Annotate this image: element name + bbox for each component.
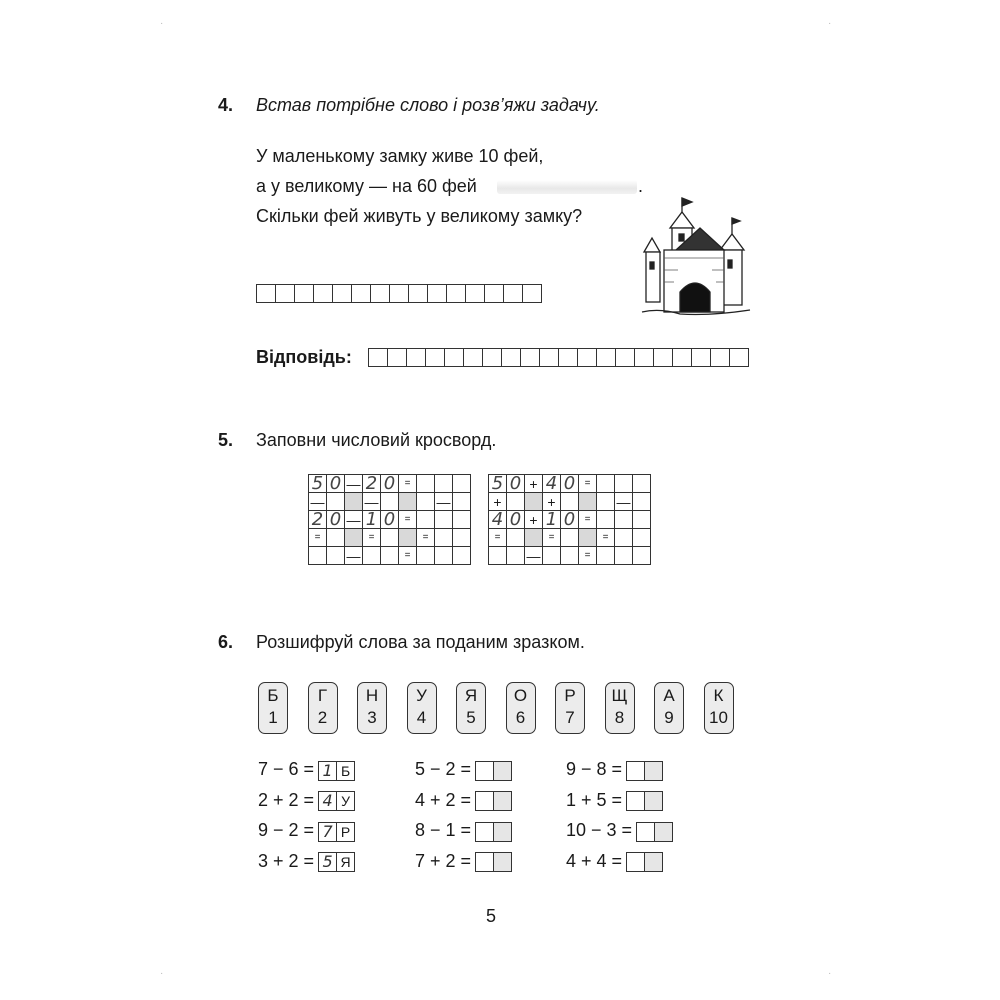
crossword-row bbox=[309, 511, 471, 529]
problem-period: . bbox=[638, 176, 644, 196]
crossword-cell[interactable] bbox=[399, 493, 417, 511]
crossword-cell[interactable]: 1 bbox=[543, 511, 561, 529]
grid-cell[interactable] bbox=[425, 348, 445, 367]
equation bbox=[566, 851, 663, 873]
grid-cell[interactable] bbox=[634, 348, 654, 367]
crossword-cell[interactable]: — bbox=[346, 547, 361, 564]
crossword-cell[interactable]: = bbox=[399, 547, 417, 565]
answer-number-box[interactable] bbox=[626, 791, 645, 811]
grid-cell[interactable] bbox=[389, 284, 409, 303]
grid-cell[interactable] bbox=[484, 284, 504, 303]
grid-cell[interactable] bbox=[691, 348, 711, 367]
equation-expression: 4 + 2 = bbox=[415, 789, 472, 810]
answer-number-box[interactable] bbox=[475, 822, 494, 842]
answer-letter-box[interactable]: Б bbox=[337, 761, 355, 781]
grid-cell[interactable] bbox=[710, 348, 730, 367]
answer-number-box[interactable]: 5 bbox=[318, 852, 337, 872]
crossword-cell[interactable] bbox=[363, 547, 381, 565]
crossword-cell[interactable] bbox=[327, 529, 345, 547]
crossword-cell[interactable] bbox=[525, 493, 543, 511]
grid-cell[interactable] bbox=[653, 348, 673, 367]
grid-cell[interactable] bbox=[539, 348, 559, 367]
crossword-cell[interactable]: = bbox=[363, 529, 381, 547]
task-number: 5. bbox=[218, 430, 234, 450]
key-number: 5 bbox=[466, 708, 476, 727]
key-letter: Щ bbox=[611, 686, 628, 705]
answer-number-box[interactable]: 7 bbox=[318, 822, 337, 842]
crossword-left[interactable] bbox=[308, 474, 471, 565]
crossword-row bbox=[309, 475, 471, 493]
equation bbox=[258, 790, 355, 812]
crossword-cell[interactable] bbox=[435, 475, 453, 493]
equation bbox=[415, 851, 512, 873]
cipher-key-card bbox=[357, 682, 387, 734]
crossword-cell[interactable]: + bbox=[543, 493, 561, 511]
key-number: 1 bbox=[268, 708, 278, 727]
answer-letter-box[interactable] bbox=[494, 822, 512, 842]
grid-cell[interactable] bbox=[406, 348, 426, 367]
crossword-cell[interactable]: 0 bbox=[327, 475, 345, 493]
crossword-cell[interactable] bbox=[597, 475, 615, 493]
crossword-row bbox=[489, 511, 651, 529]
problem-line: У маленькому замку живе 10 фей, bbox=[256, 146, 544, 166]
crossword-cell[interactable] bbox=[327, 493, 345, 511]
crossword-cell[interactable] bbox=[435, 529, 453, 547]
grid-cell[interactable] bbox=[332, 284, 352, 303]
key-letter: Б bbox=[267, 686, 279, 705]
grid-cell[interactable] bbox=[522, 284, 542, 303]
answer-letter-box[interactable] bbox=[645, 761, 663, 781]
grid-cell[interactable] bbox=[577, 348, 597, 367]
crossword-cell[interactable]: 1 bbox=[363, 511, 381, 529]
key-number: 8 bbox=[614, 708, 625, 727]
crossword-cell[interactable] bbox=[345, 529, 363, 547]
word-blank-field[interactable] bbox=[497, 180, 637, 194]
grid-cell[interactable] bbox=[615, 348, 635, 367]
crossword-cell[interactable]: + bbox=[489, 493, 507, 511]
grid-cell[interactable] bbox=[275, 284, 295, 303]
crossword-cell[interactable] bbox=[579, 493, 597, 511]
equation bbox=[258, 759, 355, 781]
crossword-cell[interactable]: 4 bbox=[543, 475, 561, 493]
crossword-cell[interactable]: — bbox=[310, 493, 325, 510]
answer-letter-box[interactable]: У bbox=[337, 791, 355, 811]
grid-cell[interactable] bbox=[351, 284, 371, 303]
crossword-cell[interactable] bbox=[561, 547, 579, 565]
crossword-cell[interactable] bbox=[579, 529, 597, 547]
answer-letter-box[interactable]: Я bbox=[337, 852, 355, 872]
answer-letter-box[interactable] bbox=[645, 791, 663, 811]
answer-number-box[interactable] bbox=[626, 852, 645, 872]
crossword-cell[interactable] bbox=[633, 511, 651, 529]
equation-expression: 9 − 2 = bbox=[258, 820, 315, 840]
crossword-row bbox=[489, 493, 651, 511]
crossword-cell[interactable]: = bbox=[543, 529, 561, 547]
answer-letter-box[interactable] bbox=[494, 761, 512, 781]
crossword-cell[interactable]: = bbox=[399, 511, 417, 529]
crossword-cell[interactable] bbox=[633, 547, 651, 565]
cipher-key-card bbox=[605, 682, 635, 734]
cipher-key-card bbox=[506, 682, 536, 734]
cipher-key-card bbox=[704, 682, 734, 734]
grid-cell[interactable] bbox=[368, 348, 388, 367]
grid-cell[interactable] bbox=[313, 284, 333, 303]
grid-cell[interactable] bbox=[370, 284, 390, 303]
equation-expression: 2 + 2 = bbox=[258, 789, 315, 810]
answer-boxes[interactable] bbox=[626, 760, 663, 781]
answer-label: Відповідь: bbox=[256, 347, 352, 367]
crossword-row bbox=[309, 493, 471, 511]
key-number: 4 bbox=[416, 708, 427, 727]
crossword-cell[interactable] bbox=[435, 547, 453, 565]
crossword-cell[interactable]: 0 bbox=[561, 511, 579, 529]
crossword-cell[interactable]: 0 bbox=[327, 511, 345, 529]
cipher-key-card bbox=[258, 682, 288, 734]
crossword-cell[interactable]: — bbox=[526, 547, 541, 564]
crossword-cell[interactable] bbox=[453, 511, 471, 529]
crossword-cell[interactable] bbox=[399, 529, 417, 547]
cipher-key-card bbox=[654, 682, 684, 734]
equation-expression: 9 − 8 = bbox=[566, 759, 623, 779]
cipher-key-card bbox=[407, 682, 437, 734]
crossword-cell[interactable]: = bbox=[579, 511, 597, 529]
crossword-cell[interactable] bbox=[597, 547, 615, 565]
problem-line: Скільки фей живуть у великому замку? bbox=[256, 206, 583, 226]
crossword-cell[interactable]: = bbox=[489, 529, 507, 547]
crossword-cell[interactable] bbox=[417, 475, 435, 493]
grid-cell[interactable] bbox=[558, 348, 578, 367]
answer-boxes[interactable] bbox=[318, 760, 355, 781]
task-instruction: Заповни числовий кросворд. bbox=[256, 430, 497, 450]
crossword-cell[interactable] bbox=[435, 511, 453, 529]
crossword-cell[interactable] bbox=[561, 493, 579, 511]
crossword-row bbox=[489, 547, 651, 565]
crossword-cell[interactable] bbox=[507, 547, 525, 565]
equation bbox=[415, 759, 512, 781]
crossword-cell[interactable]: — bbox=[616, 493, 631, 510]
equation-expression: 4 + 4 = bbox=[566, 850, 623, 871]
crossword-cell[interactable]: 0 bbox=[381, 475, 399, 493]
crossword-cell[interactable] bbox=[561, 529, 579, 547]
page-number: 5 bbox=[486, 906, 497, 926]
key-letter: Г bbox=[317, 686, 328, 705]
equation bbox=[258, 851, 355, 873]
crossword-cell[interactable]: = bbox=[417, 529, 435, 547]
equation-expression: 8 − 1 = bbox=[415, 820, 472, 840]
grid-cell[interactable] bbox=[501, 348, 521, 367]
key-letter: А bbox=[663, 686, 675, 705]
grid-cell[interactable] bbox=[446, 284, 466, 303]
answer-boxes[interactable] bbox=[318, 851, 355, 872]
answer-number-box[interactable] bbox=[636, 822, 655, 842]
answer-letter-box[interactable] bbox=[494, 852, 512, 872]
grid-cell[interactable] bbox=[596, 348, 616, 367]
equation bbox=[415, 820, 512, 842]
crossword-cell[interactable]: — bbox=[346, 511, 361, 528]
key-letter: У bbox=[416, 686, 427, 705]
answer-boxes[interactable] bbox=[475, 790, 512, 811]
crossword-cell[interactable] bbox=[417, 547, 435, 565]
crossword-cell[interactable]: 4 bbox=[489, 511, 507, 529]
grid-cell[interactable] bbox=[444, 348, 464, 367]
crossword-cell[interactable] bbox=[633, 475, 651, 493]
crossword-right[interactable] bbox=[488, 474, 651, 565]
equation-expression: 7 − 6 = bbox=[258, 759, 315, 779]
equation-expression: 5 − 2 = bbox=[415, 759, 472, 779]
key-number: 6 bbox=[515, 708, 526, 727]
answer-grid[interactable] bbox=[368, 348, 749, 367]
key-number: 7 bbox=[565, 708, 575, 727]
crossword-cell[interactable] bbox=[381, 529, 399, 547]
crossword-cell[interactable]: = bbox=[597, 529, 615, 547]
crossword-row bbox=[489, 529, 651, 547]
equation bbox=[566, 790, 663, 812]
problem-line bbox=[256, 171, 477, 201]
task-number: 4. bbox=[218, 95, 234, 115]
crossword-cell[interactable] bbox=[615, 475, 633, 493]
crossword-cell[interactable] bbox=[543, 547, 561, 565]
corner-mark: · bbox=[160, 968, 164, 979]
grid-cell[interactable] bbox=[503, 284, 523, 303]
key-letter: Я bbox=[464, 686, 478, 705]
crossword-cell[interactable]: 5 bbox=[309, 475, 327, 493]
grid-cell[interactable] bbox=[256, 284, 276, 303]
answer-letter-box[interactable] bbox=[494, 791, 512, 811]
crossword-cell[interactable]: = bbox=[579, 475, 597, 493]
crossword-cell[interactable]: 2 bbox=[309, 511, 327, 529]
crossword-cell[interactable] bbox=[381, 493, 399, 511]
crossword-cell[interactable] bbox=[525, 529, 543, 547]
crossword-cell[interactable] bbox=[327, 547, 345, 565]
crossword-row bbox=[309, 547, 471, 565]
answer-boxes[interactable] bbox=[475, 821, 512, 842]
solution-grid[interactable] bbox=[256, 284, 542, 303]
key-number: 2 bbox=[317, 708, 328, 727]
crossword-cell[interactable] bbox=[489, 547, 507, 565]
key-letter: Р bbox=[564, 686, 576, 705]
grid-cell[interactable] bbox=[520, 348, 540, 367]
crossword-cell[interactable] bbox=[633, 529, 651, 547]
crossword-row bbox=[309, 529, 471, 547]
crossword-cell[interactable] bbox=[597, 511, 615, 529]
grid-cell[interactable] bbox=[482, 348, 502, 367]
answer-number-box[interactable] bbox=[475, 852, 494, 872]
answer-boxes[interactable] bbox=[626, 790, 663, 811]
grid-cell[interactable] bbox=[294, 284, 314, 303]
equation-expression: 7 + 2 = bbox=[415, 850, 472, 871]
answer-boxes[interactable] bbox=[626, 851, 663, 872]
crossword-cell[interactable] bbox=[345, 493, 363, 511]
answer-number-box[interactable] bbox=[626, 761, 645, 781]
task-instruction: Встав потрібне слово і розв’яжи задачу. bbox=[256, 95, 600, 115]
answer-number-box[interactable] bbox=[475, 761, 494, 781]
crossword-cell[interactable] bbox=[453, 475, 471, 493]
cipher-key-card bbox=[456, 682, 486, 734]
crossword-cell[interactable]: 0 bbox=[381, 511, 399, 529]
crossword-cell[interactable] bbox=[381, 547, 399, 565]
equation-expression: 10 − 3 = bbox=[566, 820, 633, 840]
cipher-key-card bbox=[308, 682, 338, 734]
cipher-key-card bbox=[555, 682, 585, 734]
crossword-cell[interactable] bbox=[453, 493, 471, 511]
grid-cell[interactable] bbox=[672, 348, 692, 367]
key-letter: О bbox=[513, 686, 528, 705]
crossword-cell[interactable]: = bbox=[579, 547, 597, 565]
crossword-cell[interactable]: 5 bbox=[489, 475, 507, 493]
corner-mark: · bbox=[160, 18, 164, 29]
crossword-cell[interactable]: 0 bbox=[561, 475, 579, 493]
crossword-cell[interactable]: 0 bbox=[507, 475, 525, 493]
key-letter: К bbox=[713, 686, 724, 705]
castle-illustration bbox=[640, 190, 752, 322]
key-number: 9 bbox=[664, 708, 674, 727]
problem-text: а у великому — на 60 фей bbox=[256, 176, 477, 196]
answer-boxes[interactable] bbox=[475, 851, 512, 872]
key-number: 10 bbox=[709, 708, 728, 727]
corner-mark: · bbox=[828, 968, 832, 979]
answer-letter-box[interactable]: Р bbox=[337, 822, 355, 842]
crossword-cell[interactable] bbox=[597, 493, 615, 511]
key-letter: Н bbox=[365, 686, 379, 705]
crossword-row bbox=[489, 475, 651, 493]
answer-boxes[interactable] bbox=[318, 790, 355, 811]
answer-boxes[interactable] bbox=[636, 821, 673, 842]
crossword-cell[interactable]: — bbox=[364, 493, 379, 510]
answer-boxes[interactable] bbox=[318, 821, 355, 842]
grid-cell[interactable] bbox=[408, 284, 428, 303]
corner-mark: · bbox=[828, 18, 832, 29]
crossword-cell[interactable]: — bbox=[346, 475, 361, 492]
crossword-cell[interactable] bbox=[417, 493, 435, 511]
grid-cell[interactable] bbox=[465, 284, 485, 303]
crossword-cell[interactable] bbox=[453, 529, 471, 547]
crossword-cell[interactable] bbox=[417, 511, 435, 529]
grid-cell[interactable] bbox=[427, 284, 447, 303]
crossword-cell[interactable]: 2 bbox=[363, 475, 381, 493]
grid-cell[interactable] bbox=[387, 348, 407, 367]
crossword-cell[interactable] bbox=[453, 547, 471, 565]
answer-boxes[interactable] bbox=[475, 760, 512, 781]
answer-letter-box[interactable] bbox=[645, 852, 663, 872]
crossword-cell[interactable] bbox=[507, 493, 525, 511]
crossword-cell[interactable]: = bbox=[309, 529, 327, 547]
crossword-cell[interactable]: + bbox=[525, 511, 543, 529]
crossword-cell[interactable] bbox=[309, 547, 327, 565]
equation bbox=[566, 820, 673, 842]
crossword-cell[interactable] bbox=[615, 529, 633, 547]
grid-cell[interactable] bbox=[729, 348, 749, 367]
answer-number-box[interactable] bbox=[475, 791, 494, 811]
equation bbox=[415, 790, 512, 812]
crossword-cell[interactable]: = bbox=[399, 475, 417, 493]
task-instruction: Розшифруй слова за поданим зразком. bbox=[256, 632, 585, 652]
crossword-cell[interactable]: — bbox=[436, 493, 451, 510]
crossword-cell[interactable] bbox=[633, 493, 651, 511]
grid-cell[interactable] bbox=[463, 348, 483, 367]
answer-letter-box[interactable] bbox=[655, 822, 673, 842]
answer-number-box[interactable]: 4 bbox=[318, 791, 337, 811]
equation-expression: 1 + 5 = bbox=[566, 789, 623, 810]
equation bbox=[566, 759, 663, 781]
crossword-cell[interactable] bbox=[615, 547, 633, 565]
equation-expression: 3 + 2 = bbox=[258, 850, 315, 871]
crossword-cell[interactable]: + bbox=[525, 475, 543, 493]
crossword-cell[interactable]: 0 bbox=[507, 511, 525, 529]
key-number: 3 bbox=[367, 708, 377, 727]
answer-number-box[interactable]: 1 bbox=[318, 761, 337, 781]
task-number: 6. bbox=[218, 632, 234, 652]
equation bbox=[258, 820, 355, 842]
crossword-cell[interactable] bbox=[615, 511, 633, 529]
crossword-cell[interactable] bbox=[507, 529, 525, 547]
